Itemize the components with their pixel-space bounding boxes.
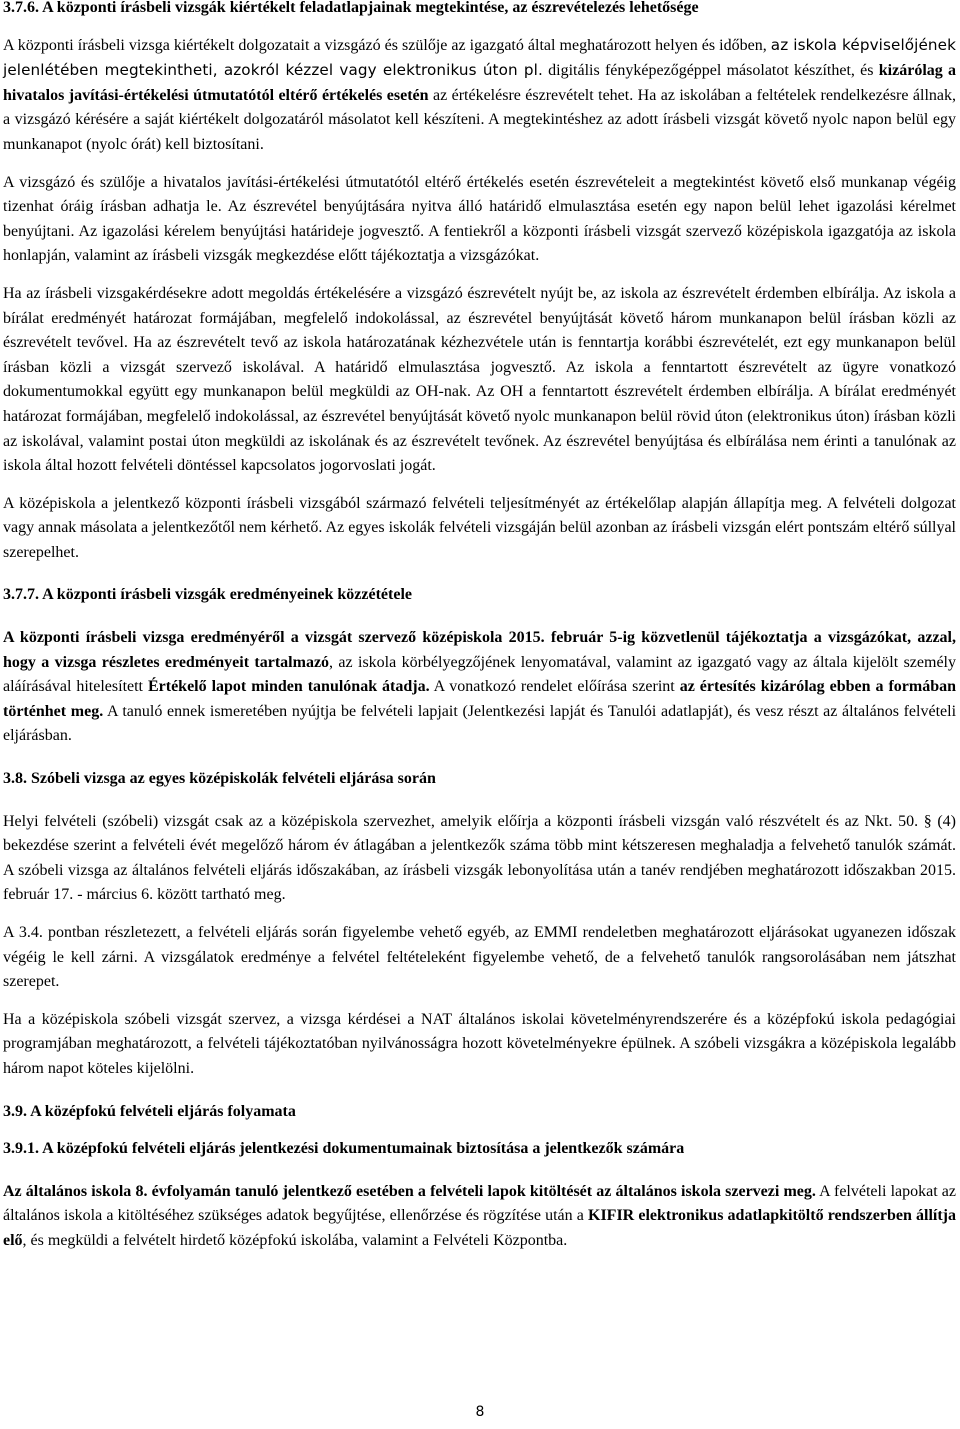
heading-3-9: 3.9. A középfokú felvételi eljárás folyamata bbox=[3, 1102, 296, 1120]
paragraph-3-8-2: A 3.4. pontban részletezett, a felvételi eljárás során figyelembe vehető egyéb, az EMMI rendeletben meghatározott eljárásokat ugyanezen időszak végéig le kell zárni. A vizsgálatok eredménye a felvétel feltételeként figyelembe vehető, de a felvehető tanulók rangsorolásában nem játszhat szerepet. bbox=[3, 924, 956, 991]
heading-3-9-1: 3.9.1. A középfokú felvételi eljárás jelentkezési dokumentumainak biztosítása a jelentkezők számára bbox=[3, 1140, 685, 1158]
text-run: , az iskola körbélyegzőjének lenyomatával, valamint az igazgató vagy az általa kijelölt személy aláírásával hitelesített bbox=[3, 653, 956, 696]
text-run: , és megküldi a felvételt hirdető középfokú iskolába, valamint a Felvételi Központba. bbox=[22, 1231, 568, 1249]
text-run: A központi írásbeli vizsga kiértékelt dolgozatait a vizsgázó és szülője az igazgató által meghatározott helyen és időben, bbox=[3, 36, 771, 54]
text-run-bold: az értesítés kizárólag ebben a formában történhet meg. bbox=[3, 678, 957, 720]
heading-3-8: 3.8. Szóbeli vizsga az egyes középiskolák felvételi eljárása során bbox=[3, 770, 436, 788]
text-run: az értékelésre észrevételt tehet. Ha az iskolában a feltételek rendelkezésre állnak, a vizsgázó kérésére a saját kiértékelt dolgozatáról másolatot kell készíteni. A megtekintéshez az adott írásbeli vizsgát követő nyolc napon belül egy munkanapot (nyolc órát) kell biztosítani. bbox=[3, 86, 957, 153]
page-number: 8 bbox=[475, 1404, 485, 1420]
heading-3-7-6: 3.7.6. A központi írásbeli vizsgák kiértékelt feladatlapjainak megtekintése, az észrevételezés lehetősége bbox=[3, 0, 699, 16]
paragraph-3-7-6-4: A középiskola a jelentkező központi írásbeli vizsgából származó felvételi teljesítményét az értékelőlap alapján állapítja meg. A felvételi dolgozat vagy annak másolata a jelentkezőtől nem kérhető. Az egyes iskolák felvételi vizsgáján belül azonban az írásbeli vizsgán elért pontszám eltérő súllyal szerepelhet. bbox=[3, 494, 956, 561]
text-run-bold: kizárólag a hivatalos javítási-értékelési útmutatótól eltérő értékelés esetén bbox=[3, 62, 957, 104]
text-run-bold: Az általános iskola 8. évfolyamán tanuló jelentkező esetében a felvételi lapok kitöltését az általános iskola szervezi meg. bbox=[3, 1182, 816, 1200]
paragraph-3-7-7-1 bbox=[3, 626, 956, 749]
heading-3-7-7: 3.7.7. A központi írásbeli vizsgák eredményeinek közzététele bbox=[3, 586, 412, 604]
text-run-sans: az iskola képviselőjének jelenlétében megtekintheti, azokról kézzel vagy elektronikus úton pl. bbox=[3, 35, 956, 80]
text-run-bold: A központi írásbeli vizsga eredményéről a vizsgát szervező középiskola 2015. február 5-ig közvetlenül tájékoztatja a vizsgázókat, azzal, hogy a vizsga részletes eredményeit tartalmazó bbox=[3, 629, 956, 671]
text-run: A vonatkozó rendelet előírása szerint bbox=[429, 678, 680, 696]
paragraph-3-7-6-3: Ha az írásbeli vizsgakérdésekre adott megoldás értékelésére a vizsgázó észrevételt nyújt be, az iskola az észrevételt érdemben elbírálja. Az iskola a bírálat eredményét határozat formájában, megfelelő indokolással, az észrevétel benyújtását követő három munkanapon belül írásban közli az észrevételt tevővel. Ha az észrevételt tevő az iskola határozatának kézhezvétele után is fenntartja korábbi észrevételét, ezt egy munkanapon belül írásban közli a vizsgát szervező iskolával. A határidő elmulasztása jogvesztő. Az iskola a fenntartott észrevételt az ügyre vonatkozó dokumentumokkal együtt egy munkanapon belül megküldi az OH-nak. Az OH a fenntartott észrevételt érdemben elbírálja. A bírálat eredményét határozat formájában, megfelelő indokolással, az észrevétel benyújtását követő nyolc munkanapon belül rövid úton (elektronikus úton) írásban közli az iskolával, valamint postai úton megküldi az iskolának és az észrevételt tevőnek. Az észrevétel benyújtása és elbírálása nem érinti a tanulónak az iskola által hozott felvételi döntéssel kapcsolatos jogorvoslati jogát. bbox=[3, 284, 956, 475]
paragraph-3-9-1-1 bbox=[3, 1180, 956, 1254]
paragraph-3-7-6-1 bbox=[3, 33, 956, 158]
text-run-bold: Értékelő lapot minden tanulónak átadja. bbox=[147, 678, 430, 696]
text-run: A tanuló ennek ismeretében nyújtja be felvételi lapjait (Jelentkezési lapját és Tanulói adatlapját), és vesz részt az általános felvételi eljárásban. bbox=[3, 702, 957, 745]
paragraph-3-8-1: Helyi felvételi (szóbeli) vizsgát csak az a középiskola szervezhet, amelyik előírja a központi írásbeli vizsgán való részvételt és az Nkt. 50. § (4) bekezdése szerint a felvételi évét megelőző három év átlagában a jelentkezők száma több mint kétszeresen meghaladja a felvehető tanulók számát. A szóbeli vizsga az általános felvételi eljárás időszakában, az írásbeli vizsgák lebonyolítása után a tanév rendjében meghatározott időszakban 2015. február 17. - március 6. között tartható meg. bbox=[3, 812, 956, 904]
text-run-bold: KIFIR elektronikus adatlapkitöltő rendszerben állítja elő bbox=[3, 1207, 956, 1249]
text-run: digitális fényképezőgéppel másolatot készíthet, és bbox=[542, 62, 879, 80]
paragraph-3-7-6-2: A vizsgázó és szülője a hivatalos javítási-értékelési útmutatótól eltérő értékelés esetén észrevételeit a megtekintést követő első munkanap végéig tizenhat óráig írásban adhatja le. Az észrevétel benyújtására nyitva álló határidő elmulasztása esetén egy napon belül lehet igazolási kérelmet benyújtani. Az igazolási kérelem benyújtási határideje jogvesztő. A fentiekről a központi írásbeli vizsgát szervező középiskola igazgatója az iskola honlapján, valamint az írásbeli vizsgák megkezdése előtt tájékoztatja a vizsgázókat. bbox=[3, 173, 956, 265]
text-run: A felvételi lapokat az általános iskola a kitöltéséhez szükséges adatok begyűjtése, ellenőrzése és rögzítése után a bbox=[3, 1182, 957, 1225]
paragraph-3-8-3: Ha a középiskola szóbeli vizsgát szervez, a vizsga kérdései a NAT általános iskolai követelményrendszerére és a középfokú iskola pedagógiai programjában meghatározott, a felvételi tájékoztatóban nyilvánosságra hozott követelményekre épülnek. A szóbeli vizsgákra a középiskola legalább három napot köteles kijelölni. bbox=[3, 1010, 956, 1077]
